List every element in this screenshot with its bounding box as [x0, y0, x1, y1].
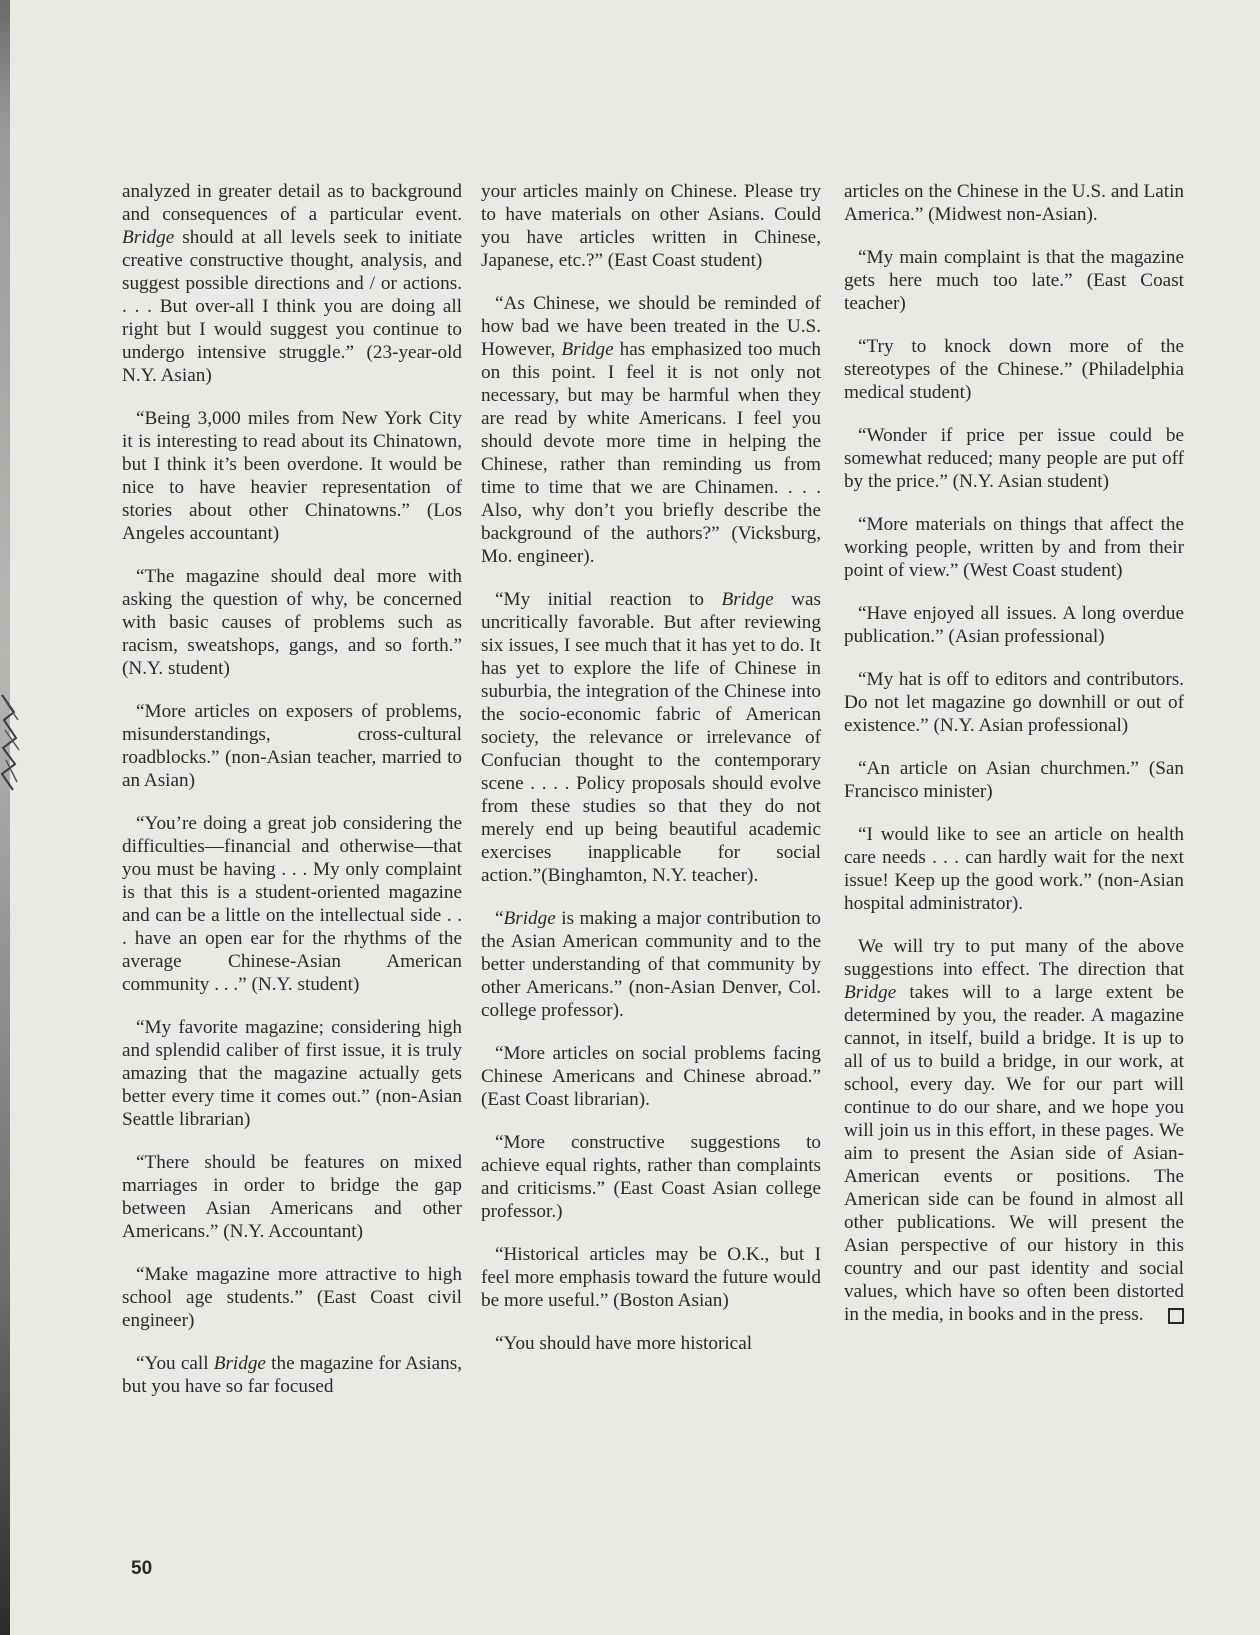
text-run: “More articles on exposers of problems, misunderstandings, cross-cultural roadblocks.” (non-Asian teacher, married to an Asian) — [122, 701, 462, 791]
text-run: “Try to knock down more of the stereotypes of the Chinese.” (Philadelphia medical student) — [844, 336, 1184, 403]
paragraph — [122, 1151, 462, 1243]
paragraph — [844, 757, 1184, 803]
text-run: “You should have more historical — [495, 1333, 753, 1354]
paragraph — [481, 180, 821, 272]
paragraph — [122, 1352, 462, 1398]
italic-title: Bridge — [213, 1353, 266, 1374]
text-column-3 — [844, 180, 1184, 1346]
paragraph — [844, 668, 1184, 737]
text-run: “There should be features on mixed marriages in order to bridge the gap between Asian Americans and other Americans.” (N.Y. Accountant) — [122, 1152, 462, 1242]
text-run: “I would like to see an article on health care needs . . . can hardly wait for the next issue! Keep up the good work.” (non-Asian hospital administrator). — [844, 824, 1184, 914]
text-run: “Being 3,000 miles from New York City it is interesting to read about its Chinatown, but I think it’s been overdone. It would be nice to have heavier representation of stories about other Chinatowns.” (Los Angeles accountant) — [122, 408, 462, 544]
text-run: takes will to a large extent be determined by you, the reader. A magazine cannot, in itself, build a bridge. It is up to all of us to build a bridge, in our work, at school, every day. We for our part will continue to do our share, and we hope you will join us in this effort, in these pages. We aim to present the Asian side of Asian-American events or positions. The American side can be found in almost all other publications. We will present the Asian perspective of our history in this country and our past identity and social values, which have so often been distorted in the media, in books and in the press. — [844, 982, 1184, 1325]
paragraph — [122, 180, 462, 387]
text-run: “Wonder if price per issue could be somewhat reduced; many people are put off by the price.” (N.Y. Asian student) — [844, 425, 1184, 492]
paragraph — [481, 1243, 821, 1312]
text-run: “My main complaint is that the magazine gets here much too late.” (East Coast teacher) — [844, 247, 1184, 314]
paragraph — [481, 907, 821, 1022]
paragraph — [844, 602, 1184, 648]
text-run: “Make magazine more attractive to high school age students.” (East Coast civil engineer) — [122, 1264, 462, 1331]
text-run: We will try to put many of the above suggestions into effect. The direction that — [844, 936, 1184, 980]
paragraph — [844, 823, 1184, 915]
paragraph — [844, 246, 1184, 315]
text-run: the magazine for Asians, but you have so far focused — [122, 1353, 462, 1397]
paragraph — [122, 1263, 462, 1332]
paragraph — [481, 1042, 821, 1111]
paragraph — [481, 1131, 821, 1223]
text-run: “You’re doing a great job considering the difficulties—financial and otherwise—that you must be having . . . My only complaint is that this is a student-oriented magazine and can be a little on the intellectual side . . . have an open ear for the rhythms of the average Chinese-Asian American community . . .” (N.Y. student) — [122, 813, 462, 995]
italic-title: Bridge — [561, 339, 614, 360]
text-run: “My favorite magazine; considering high and splendid caliber of first issue, it is truly amazing that the magazine actually gets better every time it comes out.” (non-Asian Seattle librarian) — [122, 1017, 462, 1130]
paragraph — [844, 335, 1184, 404]
paragraph — [844, 424, 1184, 493]
italic-title: Bridge — [503, 908, 556, 929]
paragraph — [122, 1016, 462, 1131]
paragraph — [481, 292, 821, 568]
paragraph — [122, 812, 462, 996]
text-run: “An article on Asian churchmen.” (San Francisco minister) — [844, 758, 1184, 802]
end-of-article-mark — [1168, 1308, 1184, 1324]
text-run: “My hat is off to editors and contributors. Do not let magazine go downhill or out of existence.” (N.Y. Asian professional) — [844, 669, 1184, 736]
paragraph — [122, 700, 462, 792]
text-run: “The magazine should deal more with asking the question of why, be concerned with basic causes of problems such as racism, sweatshops, gangs, and so forth.” (N.Y. student) — [122, 566, 462, 679]
text-run: “Historical articles may be O.K., but I feel more emphasis toward the future would be more useful.” (Boston Asian) — [481, 1244, 821, 1311]
italic-title: Bridge — [122, 227, 175, 248]
text-run: “More materials on things that affect the working people, written by and from their point of view.” (West Coast student) — [844, 514, 1184, 581]
page-number: 50 — [131, 1558, 153, 1579]
text-run: should at all levels seek to initiate creative constructive thought, analysis, and suggest possible directions and / or actions. . . . But over-all I think you are doing all right but I would suggest you continue to undergo intensive struggle.” (23-year-old N.Y. Asian) — [122, 227, 462, 386]
paragraph — [481, 1332, 821, 1355]
text-run: your articles mainly on Chinese. Please try to have materials on other Asians. Could you have articles written in Chinese, Japanese, etc.?” (East Coast student) — [481, 181, 821, 271]
text-run: articles on the Chinese in the U.S. and Latin America.” (Midwest non-Asian). — [844, 181, 1184, 225]
text-run: was uncritically favorable. But after reviewing six issues, I see much that it has yet to do. It has yet to explore the life of Chinese in suburbia, the integration of the Chinese into the socio-economic fabric of American society, the relevance or irrelevance of Confucian thought to the contemporary scene . . . . Policy proposals should evolve from these studies so that they do not merely end up being beautiful academic exercises inapplicable for social action.”(Binghamton, N.Y. teacher). — [481, 589, 821, 886]
italic-title: Bridge — [721, 589, 774, 610]
paragraph — [844, 935, 1184, 1326]
text-run: “More articles on social problems facing Chinese Americans and Chinese abroad.” (East Coast librarian). — [481, 1043, 821, 1110]
italic-title: Bridge — [844, 982, 897, 1003]
text-column-2 — [481, 180, 821, 1375]
text-run: “You call — [136, 1353, 214, 1374]
text-run: “As Chinese, we should be reminded of how bad we have been treated in the U.S. However, — [481, 293, 821, 360]
text-run: is making a major contribution to the Asian American community and to the better understanding of that community by other Americans.” (non-Asian Denver, Col. college professor). — [481, 908, 821, 1021]
paragraph — [844, 180, 1184, 226]
text-column-1 — [122, 180, 462, 1418]
paragraph — [481, 588, 821, 887]
text-run: analyzed in greater detail as to background and consequences of a particular event. — [122, 181, 462, 225]
paragraph — [844, 513, 1184, 582]
text-run: “Have enjoyed all issues. A long overdue publication.” (Asian professional) — [844, 603, 1184, 647]
paragraph — [122, 565, 462, 680]
text-run: “More constructive suggestions to achieve equal rights, rather than complaints and criticisms.” (East Coast Asian college professor.) — [481, 1132, 821, 1222]
text-run: has emphasized too much on this point. I feel it is not only not necessary, but may be harmful when they are read by white Americans. I feel you should devote more time in helping the Chinese, rather than reminding us from time to time that we are Chinamen. . . . Also, why don’t you briefly describe the background of the authors?” (Vicksburg, Mo. engineer). — [481, 339, 821, 567]
text-run: “ — [495, 908, 504, 929]
paragraph — [122, 407, 462, 545]
text-run: “My initial reaction to — [495, 589, 722, 610]
